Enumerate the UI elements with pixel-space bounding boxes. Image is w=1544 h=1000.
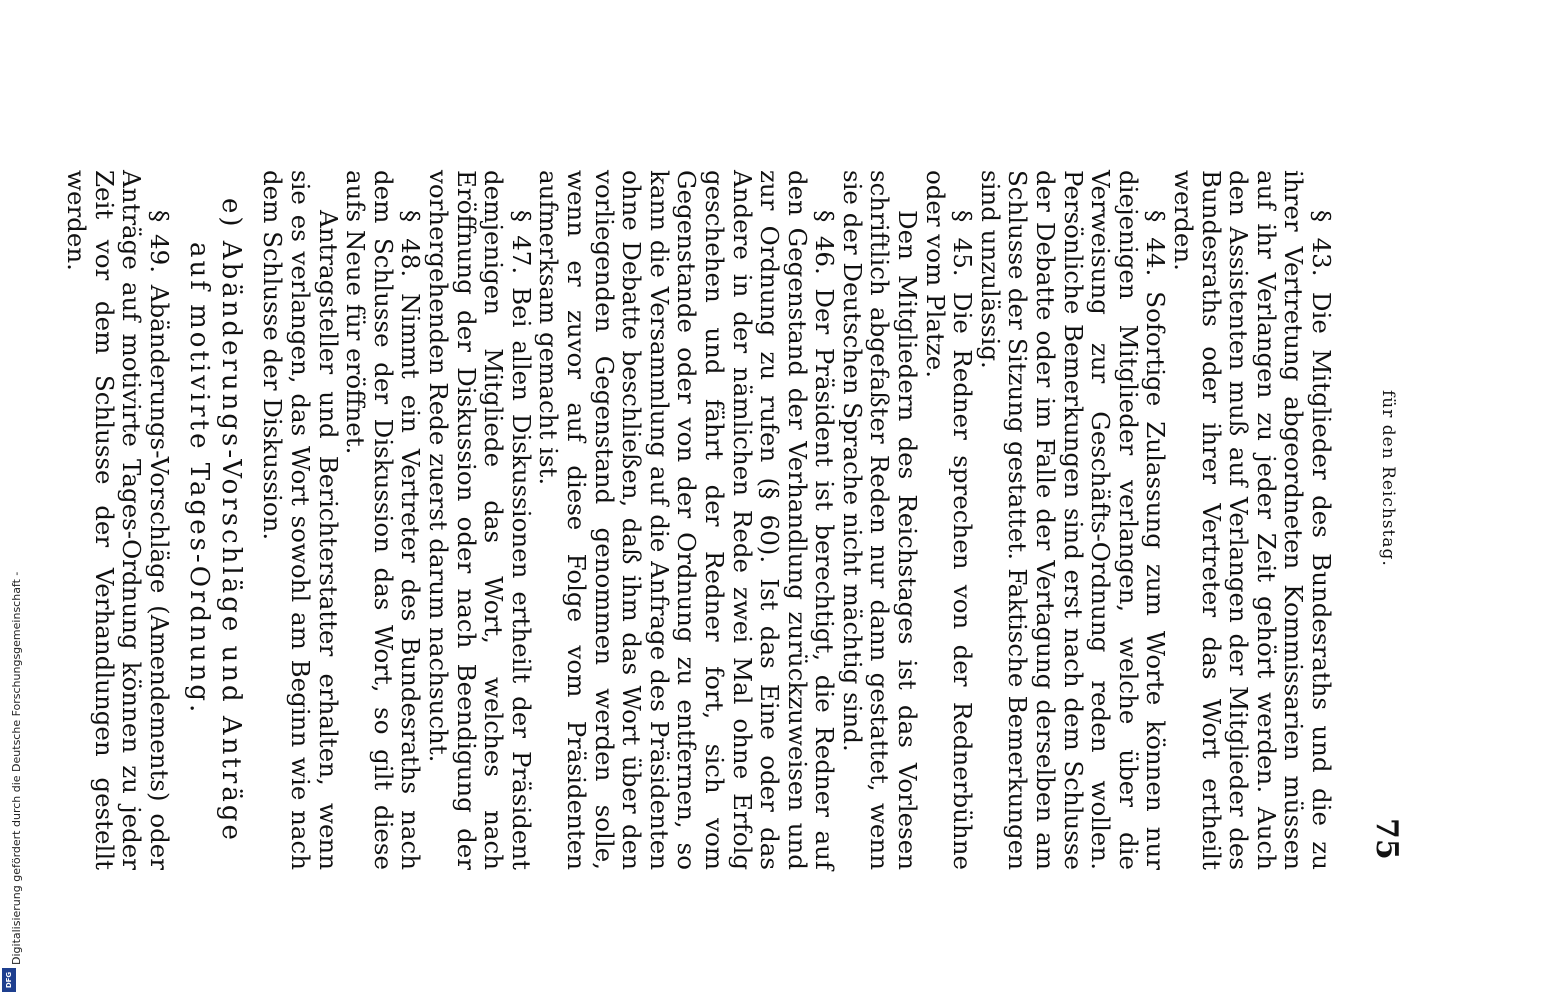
running-header [1369,170,1404,870]
paragraph-48-cont: Antragsteller und Berichterstatter erhalten, wenn sie es verlangen, das Wort sowohl am Beginn wie nach dem Schlusse der Diskussion. [258,170,343,870]
paragraph-48: § 48. Nimmt ein Vertreter des Bundesraths nach dem Schlusse der Diskussion das Wort, so gilt diese aufs Neue für eröffnet. [341,170,426,870]
paragraph-45-cont: Den Mitgliedern des Reichstages ist das Vorlesen schriftlich abgefaßter Reden nur dann gestattet, wenn sie der Deutschen Sprache nicht mächtig sind. [837,170,923,870]
running-title: für den Reichstag. [1378,390,1398,567]
page-body [62,170,1335,870]
book-page [62,170,1440,870]
paragraph-49: § 49. Abänderungs-Vorschläge (Amendements) oder Anträge auf motivirte Tages-Ordnung können zu jeder Zeit vor dem Schlusse der Verhandlungen gestellt werden. [62,170,174,870]
digitization-note: Digitalisierung gefördert durch die Deutsche Forschungsgemeinschaft - [10,571,23,965]
paragraph-45: § 45. Die Redner sprechen von der Rednerbühne oder vom Platze. [920,170,978,870]
dfg-logo-text: DFG [5,971,13,989]
page-number: 75 [1369,818,1404,860]
paragraph-43: § 43. Die Mitglieder des Bundesraths und die zu ihrer Vertretung abgeordneten Kommissarien müssen auf ihr Verlangen zu jeder Zeit gehört werden. Auch den Assistenten muß auf Verlangen der Mitglieder des Bundesraths oder ihrer Vertreter das Wort ertheilt werden. [1169,170,1336,870]
rotated-page-content [62,170,1440,870]
section-heading: e) Abänderungs-Vorschläge und Anträge auf motivirte Tages-Ordnung. [183,198,246,843]
paragraph-44: § 44. Sofortige Zulassung zum Worte können nur diejenigen Mitglieder verlangen, welche über die Verweisung zur Geschäfts-Ordnung reden wollen. Persönliche Bemerkungen sind erst nach dem Schlusse der Debatte oder im Falle der Vertagung derselben am Schlusse der Sitzung gestattet. Faktische Bemerkungen sind unzulässig. [975,170,1171,870]
paragraph-47: § 47. Bei allen Diskussionen ertheilt der Präsident demjenigen Mitgliede das Wort, welches nach Eröffnung der Diskussion oder nach Beendigung der vorhergehenden Rede zuerst darum nachsucht. [424,170,536,870]
dfg-logo [2,968,16,992]
paragraph-46: § 46. Der Präsident ist berechtigt, die Redner auf den Gegenstand der Verhandlung zurückzuweisen und zur Ordnung zu rufen (§ 60). Ist das Eine oder das Andere in der nämlichen Rede zwei Mal ohne Erfolg geschehen und fährt der Redner fort, sich vom Gegenstande oder von der Ordnung zu entfernen, so kann die Versammlung auf die Anfrage des Präsidenten ohne Debatte beschließen, daß ihm das Wort über den vorliegenden Gegenstand genommen werden solle, wenn er zuvor auf diese Folge vom Präsidenten aufmerksam gemacht ist. [534,170,840,870]
